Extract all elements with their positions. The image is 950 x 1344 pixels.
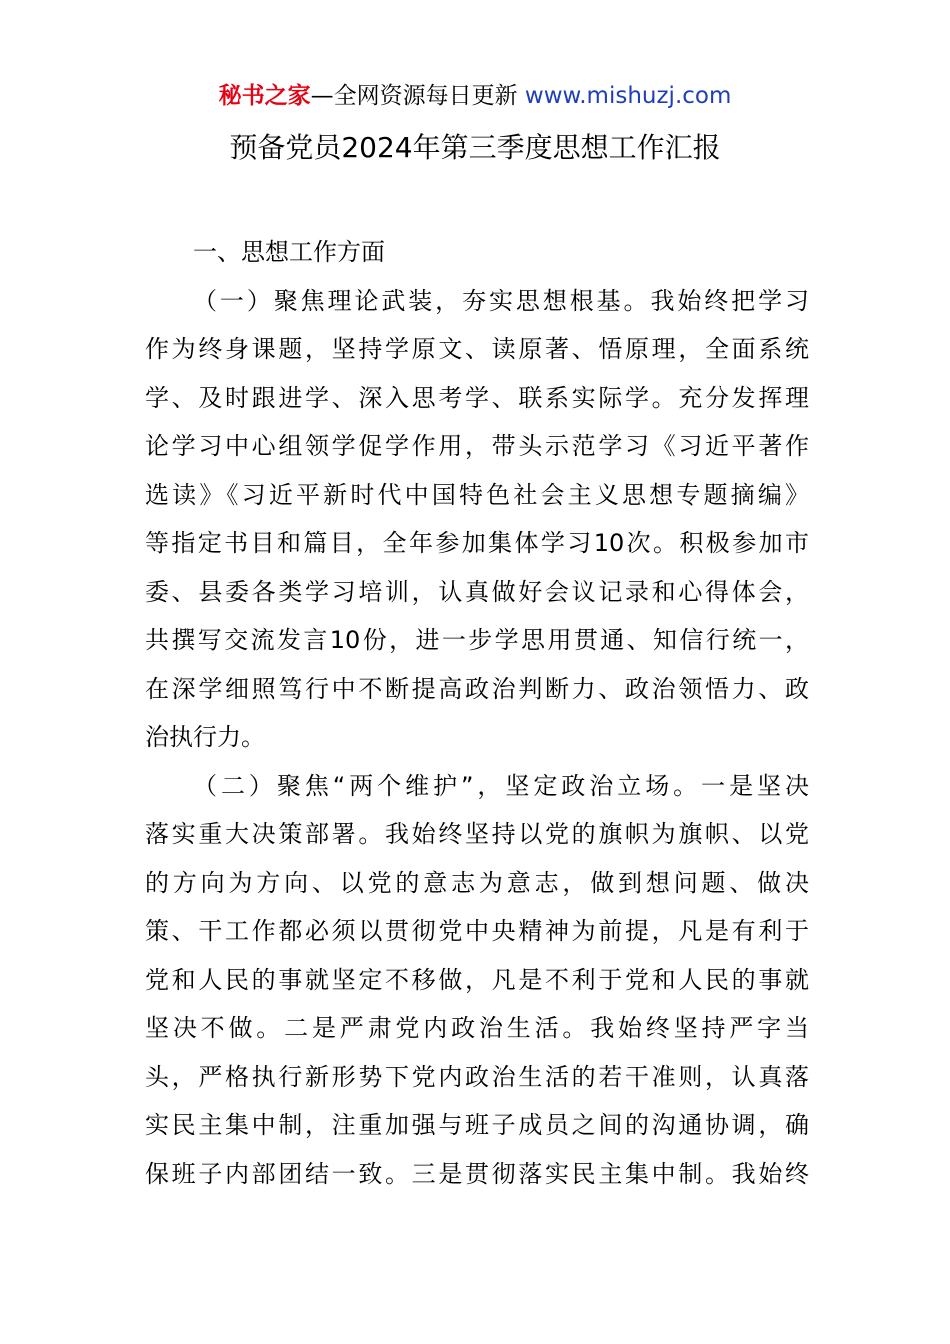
paragraph-line: 的方向为方向、以党的意志为意志，做到想问题、做决 [145,868,809,897]
paragraph-line: 作为终身课题，坚持学原文、读原著、悟原理，全面系统 [145,335,809,363]
paragraph-line: 落实重大决策部署。我始终坚持以党的旗帜为旗帜、以党 [145,820,809,848]
section-heading: 一、思想工作方面 [193,238,385,266]
paragraph-line: 策、干工作都必须以贯彻党中央精神为前提，凡是有利于 [145,917,809,945]
document-body [145,228,809,1198]
paragraph-line: （二）聚焦“两个维护”，坚定政治立场。一是坚决 [193,771,809,800]
paragraph-line: 治执行力。 [145,723,265,751]
paragraph-2 [145,762,809,1199]
paragraph-line: 实民主集中制，注重加强与班子成员之间的沟通协调，确 [145,1111,809,1139]
paragraph-1 [145,277,809,762]
paragraph-line: 党和人民的事就坚定不移做，凡是不利于党和人民的事就 [145,965,809,994]
paragraph-line: 头，严格执行新形势下党内政治生活的若干准则，认真落 [145,1062,809,1091]
site-banner [0,80,950,112]
paragraph-line: 学、及时跟进学、深入思考学、联系实际学。充分发挥理 [145,383,809,412]
paragraph-line: （一）聚焦理论武装，夯实思想根基。我始终把学习 [193,286,809,315]
paragraph-line: 保班子内部团结一致。三是贯彻落实民主集中制。我始终 [145,1159,809,1188]
paragraph-line: 等指定书目和篇目，全年参加集体学习10次。积极参加市 [145,529,809,557]
paragraph-line: 论学习中心组领学促学作用，带头示范学习《习近平著作 [145,432,809,460]
paragraph-line: 在深学细照笃行中不断提高政治判断力、政治领悟力、政 [145,674,809,703]
paragraph-line: 坚决不做。二是严肃党内政治生活。我始终坚持严字当 [145,1014,809,1042]
paragraph-line: 共撰写交流发言10份，进一步学思用贯通、知信行统一， [145,626,809,654]
paragraph-line: 委、县委各类学习培训，认真做好会议记录和心得体会， [145,577,809,606]
banner-brand: 秘书之家 [218,83,311,109]
banner-url-link[interactable]: www.mishuzj.com [524,83,732,109]
paragraph-line: 选读》《习近平新时代中国特色社会主义思想专题摘编》 [145,480,809,509]
banner-tagline: —全网资源每日更新 [310,83,525,109]
document-title: 预备党员2024年第三季度思想工作汇报 [229,131,721,164]
